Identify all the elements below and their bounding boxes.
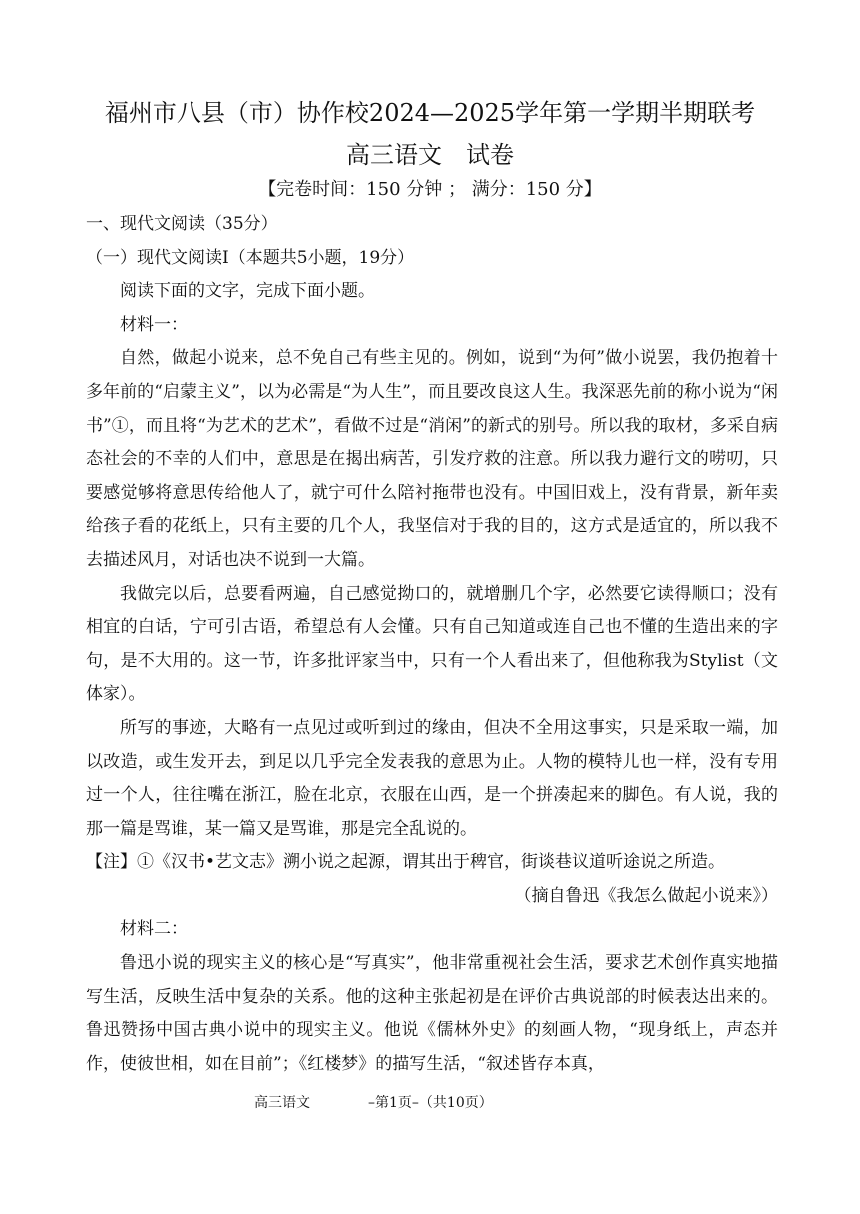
material-paragraph: 自然，做起小说来，总不免自己有些主见的。例如，说到“为何”做小说罢，我仍抱着十多年前的“启蒙主义”，以为必需是“为人生”，而且要改良这人生。我深恶先前的称小说为“闲书”①，而且将“为艺术的艺术”，看做不过是“消闲”的新式的别号。所以我的取材，多采自病态社会的不幸的人们中，意思是在揭出病苦，引发疗救的注意。所以我力避行文的唠叨，只要感觉够将意思传给他人了，就宁可什么陪衬拖带也没有。中国旧戏上，没有背景，新年卖给孩子看的花纸上，只有主要的几个人，我坚信对于我的目的，这方式是适宜的，所以我不去描述风月，对话也决不说到一大篇。 [86, 348, 778, 570]
footer-page-number: –第1页–（共10页） [368, 1095, 493, 1111]
exam-subtitle: 高三语文 试卷 [346, 141, 514, 169]
exam-body [86, 208, 778, 1081]
source-citation: （摘自鲁迅《我怎么做起小说来》） [514, 885, 778, 906]
material-label: 材料一： [120, 314, 188, 335]
footnote: 【注】①《汉书•艺文志》溯小说之起源，谓其出于稗官，街谈巷议道听途说之所造。 [86, 852, 726, 873]
material-paragraph: 我做完以后，总要看两遍，自己感觉拗口的，就增删几个字，必然要它读得顺口；没有相宜的白话，宁可引古语，希望总有人会懂。只有自己知道或连自己也不懂的生造出来的字句，是不大用的。这一节，许多批评家当中，只有一个人看出来了，但他称我为Stylist（文体家）。 [86, 583, 778, 705]
material-paragraph: 所写的事迹，大略有一点见过或听到过的缘由，但决不全用这事实，只是采取一端，加以改造，或生发开去，到足以几乎完全发表我的意思为止。人物的模特儿也一样，没有专用过一个人，往往嘴在浙江，脸在北京，衣服在山西，是一个拼凑起来的脚色。有人说，我的那一篇是骂谁，某一篇又是骂谁，那是完全乱说的。 [86, 717, 778, 839]
section-subheading: （一）现代文阅读Ⅰ（本题共5小题，19分） [86, 247, 415, 268]
footer-subject: 高三语文 [254, 1095, 310, 1111]
section-heading: 一、现代文阅读（35分） [86, 214, 278, 234]
reading-instruction: 阅读下面的文字，完成下面小题。 [120, 281, 375, 302]
exam-title: 福州市八县（市）协作校2024—2025学年第一学期半期联考 [104, 99, 756, 127]
material-label: 材料二： [120, 919, 188, 940]
material-paragraph: 鲁迅小说的现实主义的核心是“写真实”，他非常重视社会生活，要求艺术创作真实地描写生活，反映生活中复杂的关系。他的这种主张起初是在评价古典说部的时候表达出来的。鲁迅赞扬中国古典小说中的现实主义。他说《儒林外史》的刻画人物，“现身纸上，声态并作，使彼世相，如在目前”；《红楼梦》的描写生活，“叙述皆存本真， [86, 953, 778, 1074]
exam-time-score: 【完卷时间：150 分钟 ； 满分：150 分】 [258, 179, 602, 200]
